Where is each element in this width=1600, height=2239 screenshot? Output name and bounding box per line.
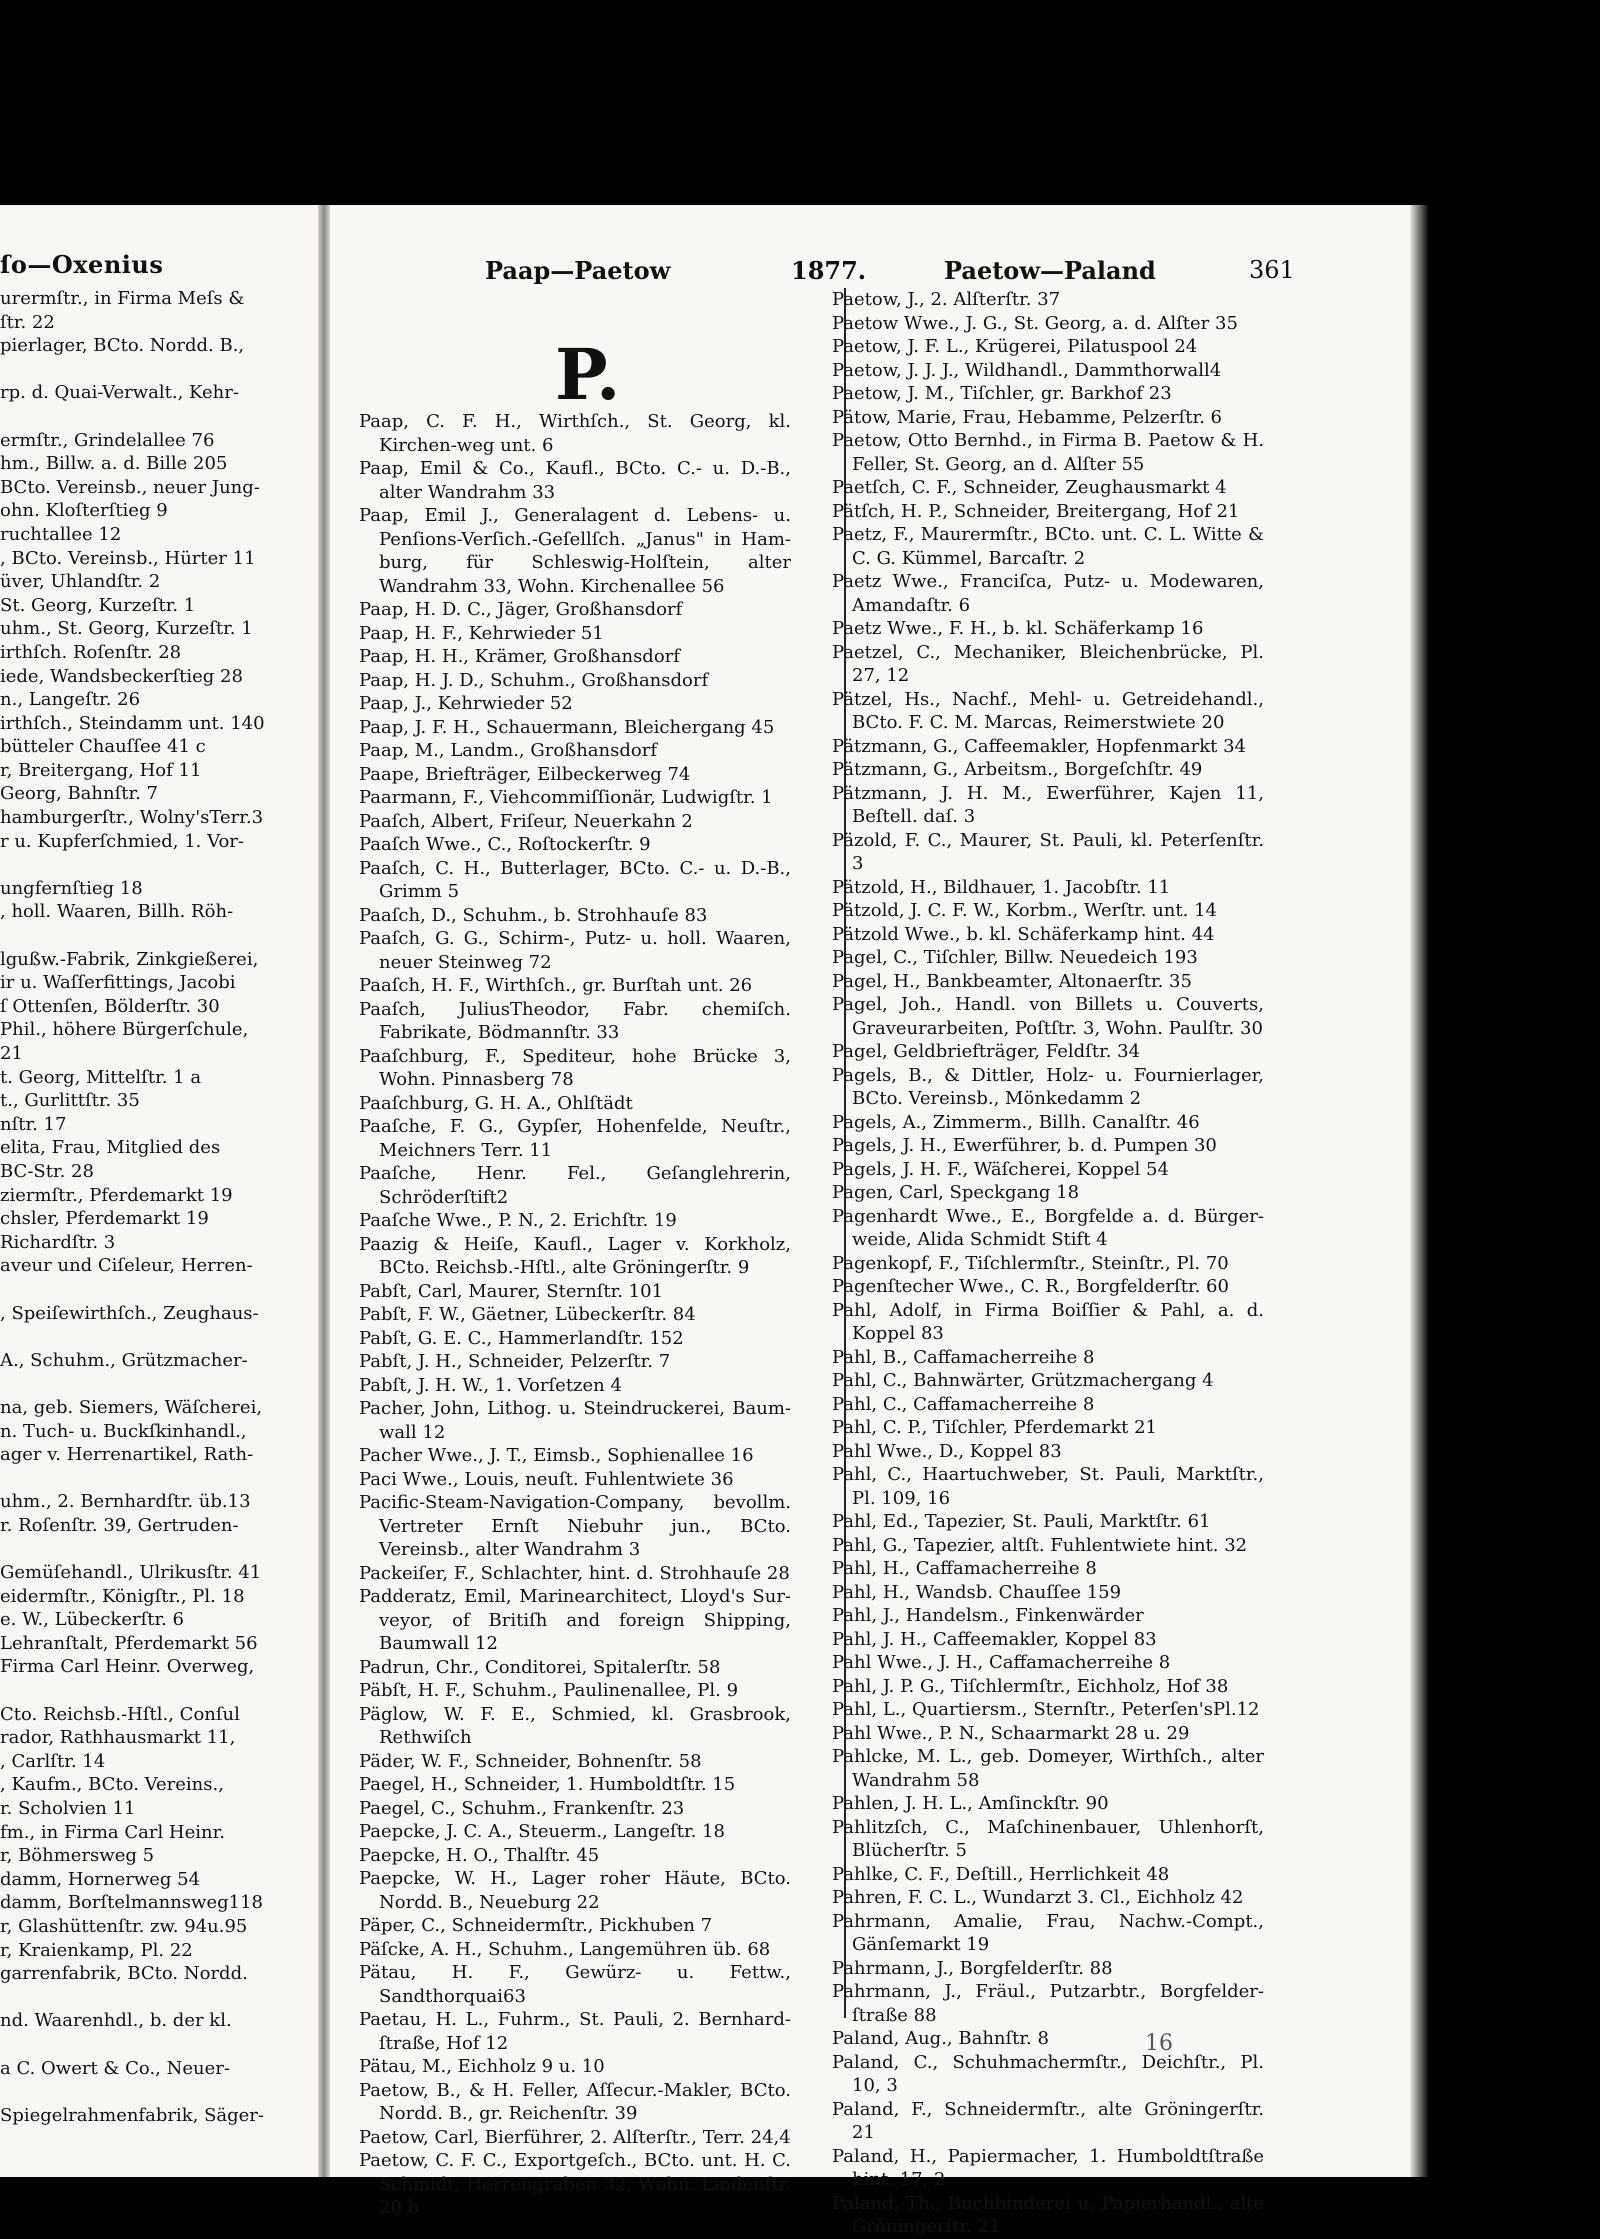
left-page-line: ir u. Waſſerfittings, Jacobi — [0, 972, 236, 994]
left-page-line: Lehranſtalt, Pferdemarkt 56 — [0, 1632, 258, 1654]
left-page-line: Phil., höhere Bürgerſchule, — [0, 1019, 249, 1041]
directory-entry: Paetow, J. F. L., Krügerei, Pilatuspool 24 — [832, 336, 1198, 357]
left-page-line: Gemüſehandl., Ulrikusſtr. 41 — [0, 1562, 262, 1584]
left-page-line: r, Glashüttenſtr. zw. 94u.95 — [0, 1915, 248, 1937]
directory-entry: Paap, J. F. H., Schauermann, Bleichergang 45 — [359, 716, 775, 738]
directory-entry: Pahl, C., Bahnwärter, Grützmachergang 4 — [832, 1370, 1214, 1391]
directory-entry: Paaſch Wwe., C., Roſtockerſtr. 9 — [359, 834, 651, 855]
left-page-line: uhm., St. Georg, Kurzeſtr. 1 — [0, 618, 253, 640]
directory-entry: Paland, C., Schuhmachermſtr., Deichſtr., Pl. 10, 3 — [832, 2051, 1264, 2096]
directory-entry: Pagenſtecher Wwe., C. R., Borgfelderſtr. 60 — [832, 1276, 1229, 1297]
directory-entry: Pagel, Joh., Handl. von Billets u. Couverts, Graveurarbeiten, Poſtſtr. 3, Wohn. Paulſtr. 30 — [832, 994, 1264, 1039]
directory-entry: Paarmann, F., Viehcommiſſionär, Ludwigſtr. 1 — [359, 787, 773, 808]
left-page-line: n. Tuch- u. Buckſkinhandl., — [0, 1420, 247, 1442]
right-column — [832, 288, 1264, 2239]
directory-entry: Pabſt, Carl, Maurer, Sternſtr. 101 — [359, 1280, 664, 1302]
left-page-line: fm., in Firma Carl Heinr. — [0, 1821, 225, 1843]
directory-entry: Pabſt, F. W., Gäetner, Lübeckerſtr. 84 — [359, 1304, 696, 1325]
directory-entry: Paaſch, C. H., Butterlager, BCto. C.- u. D.-B., Grimm 5 — [359, 857, 791, 902]
directory-entry: Paetow, B., & H. Feller, Aſſecur.-Makler, BCto. Nordd. B., gr. Reichenſtr. 39 — [359, 2079, 791, 2124]
left-page-line: ager v. Herrenartikel, Rath- — [0, 1444, 254, 1466]
left-page-line: ſ Ottenſen, Bölderſtr. 30 — [0, 995, 220, 1017]
directory-entry: Paetz, F., Maurermſtr., BCto. unt. C. L. Witte & C. G. Kümmel, Barcaſtr. 2 — [832, 524, 1264, 569]
directory-entry: Pahl, H., Caffamacherreihe 8 — [832, 1558, 1097, 1579]
left-page-line: , holl. Waaren, Billh. Röh- — [0, 901, 234, 923]
left-page-line: Richardſtr. 3 — [0, 1231, 116, 1253]
directory-entry: Pagel, H., Bankbeamter, Altonaerſtr. 35 — [832, 970, 1192, 992]
left-page-line: A., Schuhm., Grützmacher- — [0, 1349, 248, 1371]
left-page-line: r. Scholvien 11 — [0, 1798, 136, 1819]
directory-entry: Paaſche, F. G., Gypſer, Hohenfelde, Neuſtr., Meichners Terr. 11 — [359, 1116, 791, 1161]
left-page-line: nſtr. 17 — [0, 1113, 67, 1135]
left-page-line: elita, Frau, Mitglied des — [0, 1137, 221, 1159]
left-page-line: n., Langeſtr. 26 — [0, 689, 141, 711]
left-page-line: nd. Waarenhdl., b. der kl. — [0, 2010, 232, 2032]
left-page-line — [0, 1467, 330, 1491]
left-page-line — [0, 853, 330, 877]
page-number: 361 — [1249, 256, 1295, 284]
left-page-lines — [0, 287, 330, 2127]
left-page-line: garrenfabrik, BCto. Nordd. — [0, 1963, 248, 1985]
directory-entry: Pahl Wwe., D., Koppel 83 — [832, 1440, 1062, 1462]
left-page-line: üver, Uhlandſtr. 2 — [0, 571, 161, 593]
directory-entry: Paetow Wwe., J. G., St. Georg, a. d. Alſter 35 — [832, 312, 1238, 334]
directory-entry: Paaſch, JuliusTheodor, Fabr. chemiſch. Fabrikate, Bödmannſtr. 33 — [359, 998, 791, 1043]
directory-entry: Pahren, F. C. L., Wundarzt 3. Cl., Eichholz 42 — [832, 1887, 1244, 1908]
directory-entry: Pahl, C. P., Tiſchler, Pferdemarkt 21 — [832, 1417, 1157, 1438]
directory-entry: Päbſt, H. F., Schuhm., Paulinenallee, Pl. 9 — [359, 1680, 739, 1701]
left-page-header: ſo—Oxenius — [0, 250, 164, 279]
left-page-line: aveur und Ciſeleur, Herren- — [0, 1255, 253, 1277]
directory-entry: Pacher, John, Lithog. u. Steindruckerei, Baum-wall 12 — [359, 1398, 791, 1443]
directory-entry: Päper, C., Schneidermſtr., Pickhuben 7 — [359, 1915, 713, 1936]
directory-entry: Päder, W. F., Schneider, Bohnenſtr. 58 — [359, 1750, 702, 1772]
directory-entry: Paaſche, Henr. Fel., Geſanglehrerin, Schröderſtift2 — [359, 1163, 791, 1208]
left-page-line: ungfernſtieg 18 — [0, 877, 143, 899]
directory-entry: Paetow, Otto Bernhd., in Firma B. Paetow & H. Feller, St. Georg, an d. Alſter 55 — [832, 430, 1264, 475]
left-page-line: ziermſtr., Pferdemarkt 19 — [0, 1184, 233, 1206]
left-page-line: ſtr. 22 — [0, 311, 55, 333]
left-page-line: irthſch. Roſenſtr. 28 — [0, 641, 182, 663]
directory-entry: Paetow, J. M., Tiſchler, gr. Barkhof 23 — [832, 383, 1172, 404]
left-page-line: t., Gurlittſtr. 35 — [0, 1090, 140, 1112]
directory-entry: Pagenhardt Wwe., E., Borgfelde a. d. Bürger-weide, Alida Schmidt Stift 4 — [832, 1205, 1264, 1250]
left-page-line: r, Kraienkamp, Pl. 22 — [0, 1939, 193, 1961]
directory-entry: Paepcke, W. H., Lager roher Häute, BCto. Nordd. B., Neueburg 22 — [359, 1868, 791, 1913]
directory-entry: Pahl Wwe., P. N., Schaarmarkt 28 u. 29 — [832, 1722, 1190, 1744]
left-page — [0, 205, 318, 2177]
directory-entry: Paape, Briefträger, Eilbeckerweg 74 — [359, 763, 691, 785]
directory-entry: Paaſch, D., Schuhm., b. Strohhauſe 83 — [359, 904, 708, 926]
left-page-line: hm., Billw. a. d. Bille 205 — [0, 453, 228, 475]
directory-entry: Pagels, J. H. F., Wäſcherei, Koppel 54 — [832, 1158, 1169, 1180]
directory-entry: Pahl, C., Caffamacherreihe 8 — [832, 1393, 1095, 1415]
left-page-line: rp. d. Quai-Verwalt., Kehr- — [0, 382, 239, 404]
directory-entry: Pabſt, G. E. C., Hammerlandſtr. 152 — [359, 1327, 684, 1349]
directory-entry: Pahl, J., Handelsm., Finkenwärder — [832, 1605, 1144, 1626]
left-page-line: ruchtallee 12 — [0, 523, 122, 545]
left-page-line: Spiegelrahmenfabrik, Säger- — [0, 2104, 264, 2126]
directory-entry: Pahlen, J. H. L., Amſinckſtr. 90 — [832, 1793, 1109, 1814]
directory-entry: Paetzel, C., Mechaniker, Bleichenbrücke, Pl. 27, 12 — [832, 641, 1264, 686]
directory-entry: Pahl, J. P. G., Tiſchlermſtr., Eichholz, Hof 38 — [832, 1675, 1229, 1697]
directory-entry: Päglow, W. F. E., Schmied, kl. Grasbrook, Rethwiſch — [359, 1703, 791, 1748]
left-column — [359, 410, 791, 2220]
directory-entry: Pagel, C., Tiſchler, Billw. Neuedeich 193 — [832, 947, 1198, 968]
directory-entry: Paazig & Heiſe, Kaufl., Lager v. Korkholz, BCto. Reichsb.-Hſtl., alte Gröningerſtr. 9 — [359, 1233, 791, 1278]
directory-entry: Pätzmann, G., Caffeemakler, Hopfenmarkt 34 — [832, 735, 1246, 757]
directory-entry: Pagel, Geldbriefträger, Feldſtr. 34 — [832, 1041, 1141, 1062]
directory-entry: Packeiſer, F., Schlachter, hint. d. Strohhauſe 28 — [359, 1562, 790, 1584]
directory-entry: Paap, J., Kehrwieder 52 — [359, 693, 573, 714]
directory-entry: Paland, H., Papiermacher, 1. Humboldtſtraße hint. 17, 2 — [832, 2145, 1264, 2190]
running-head-left: Paap—Paetow — [485, 256, 671, 285]
left-page-line — [0, 924, 330, 948]
left-page-line: chsler, Pferdemarkt 19 — [0, 1208, 209, 1230]
left-page-line: , Speiſewirthſch., Zeughaus- — [0, 1302, 259, 1324]
directory-entry: Pahrmann, Amalie, Frau, Nachw.-Compt., Gänſemarkt 19 — [832, 1910, 1264, 1955]
right-page — [330, 205, 1410, 2237]
directory-entry: Paap, C. F. H., Wirthſch., St. Georg, kl. Kirchen-weg unt. 6 — [359, 411, 791, 456]
left-page-line: e. W., Lübeckerſtr. 6 — [0, 1609, 184, 1631]
directory-entry: Paap, H. D. C., Jäger, Großhansdorf — [359, 599, 683, 620]
directory-entry: Paap, M., Landm., Großhansdorf — [359, 740, 657, 761]
left-page-line: irthſch., Steindamm unt. 140 — [0, 712, 265, 734]
directory-entry: Paetow, J. J. J., Wildhandl., Dammthorwall4 — [832, 359, 1222, 381]
left-page-line: , BCto. Vereinsb., Hürter 11 — [0, 547, 256, 569]
directory-entry: Pahlcke, M. L., geb. Domeyer, Wirthſch., alter Wandrahm 58 — [832, 1746, 1264, 1791]
left-page-line: , Kaufm., BCto. Vereins., — [0, 1774, 224, 1796]
left-page-line: damm, Hornerweg 54 — [0, 1868, 201, 1890]
directory-entry: Pahl, C., Haartuchweber, St. Pauli, Marktſtr., Pl. 109, 16 — [832, 1464, 1264, 1509]
directory-entry: Paaſchburg, G. H. A., Ohlſtädt — [359, 1092, 633, 1114]
book-gutter — [318, 205, 330, 2177]
left-page-line — [0, 1986, 330, 2010]
directory-entry: Paland, F., Schneidermſtr., alte Gröningerſtr. 21 — [832, 2098, 1264, 2143]
left-page-line: St. Georg, Kurzeſtr. 1 — [0, 594, 196, 616]
directory-entry: Padderatz, Emil, Marinearchitect, Lloyd's Sur-veyor, of Britiſh and foreign Shipping, Baumwall 12 — [359, 1586, 791, 1654]
directory-entry: Pätow, Marie, Frau, Hebamme, Pelzerſtr. 6 — [832, 406, 1223, 428]
left-page-line: ohn. Kloſterſtieg 9 — [0, 500, 168, 522]
left-page-line: t. Georg, Mittelſtr. 1 a — [0, 1066, 202, 1088]
left-page-line: Georg, Bahnſtr. 7 — [0, 783, 159, 805]
directory-entry: Pätzmann, J. H. M., Ewerführer, Kajen 11, Beſtell. daſ. 3 — [832, 782, 1264, 827]
directory-entry: Pabſt, J. H. W., 1. Vorſetzen 4 — [359, 1374, 622, 1396]
left-page-line: r, Breitergang, Hof 11 — [0, 759, 202, 781]
left-page-line — [0, 2033, 330, 2057]
directory-entry: Pacific-Steam-Navigation-Company, bevollm. Vertreter Ernſt Niebuhr jun., BCto. Vereinsb., alter Wandrahm 3 — [359, 1492, 791, 1560]
directory-entry: Paap, H. F., Kehrwieder 51 — [359, 622, 604, 644]
directory-entry: Paetow, Carl, Bierführer, 2. Alſterſtr., Terr. 24,4 — [359, 2126, 791, 2148]
directory-entry: Paci Wwe., Louis, neuſt. Fuhlentwiete 36 — [359, 1468, 734, 1490]
left-page-line: na, geb. Siemers, Wäſcherei, — [0, 1396, 263, 1418]
directory-entry: Paaſche Wwe., P. N., 2. Erichſtr. 19 — [359, 1210, 677, 1231]
section-letter: P. — [555, 333, 621, 416]
directory-entry: Pätzold, H., Bildhauer, 1. Jacobſtr. 11 — [832, 876, 1171, 898]
directory-entry: Pahl Wwe., J. H., Caffamacherreihe 8 — [832, 1652, 1171, 1673]
directory-entry: Paetz Wwe., F. H., b. kl. Schäferkamp 16 — [832, 618, 1204, 639]
left-page-line: uhm., 2. Bernhardſtr. üb.13 — [0, 1491, 251, 1513]
left-page-line: 21 — [0, 1043, 23, 1064]
left-page-line: , Carlſtr. 14 — [0, 1750, 106, 1772]
left-page-line — [0, 1372, 330, 1396]
page-edge — [1410, 205, 1600, 2177]
directory-entry: Paap, H. J. D., Schuhm., Großhansdorf — [359, 669, 709, 691]
directory-entry: Pätau, M., Eichholz 9 u. 10 — [359, 2056, 605, 2077]
directory-entry: Paegel, H., Schneider, 1. Humboldtſtr. 15 — [359, 1774, 736, 1795]
left-page-line: hamburgerſtr., Wolny'sTerr.3 — [0, 807, 264, 829]
left-page-line — [0, 405, 330, 429]
directory-entry: Pahl, L., Quartiersm., Sternſtr., Peterſen'sPl.12 — [832, 1699, 1260, 1720]
directory-entry: Pätſch, H. P., Schneider, Breitergang, Hof 21 — [832, 500, 1240, 522]
left-page-line: r, Böhmersweg 5 — [0, 1845, 155, 1867]
directory-entry: Pahlke, C. F., Deſtill., Herrlichkeit 48 — [832, 1863, 1170, 1885]
directory-entry: Pagels, B., & Dittler, Holz- u. Fournierlager, BCto. Vereinsb., Mönkedamm 2 — [832, 1064, 1264, 1109]
directory-entry: Pagenkopf, F., Tiſchlermſtr., Steinſtr., Pl. 70 — [832, 1252, 1229, 1274]
directory-entry: Pahl, Ed., Tapezier, St. Pauli, Marktſtr. 61 — [832, 1511, 1211, 1532]
left-page-line: damm, Borſtelmannsweg118 — [0, 1892, 263, 1914]
left-page-line — [0, 1325, 330, 1349]
directory-entry: Paaſch, G. G., Schirm-, Putz- u. holl. Waaren, neuer Steinweg 72 — [359, 928, 791, 973]
directory-entry: Pätzold, J. C. F. W., Korbm., Werſtr. unt. 14 — [832, 900, 1217, 921]
directory-entry: Pätzold Wwe., b. kl. Schäferkamp hint. 44 — [832, 923, 1215, 945]
left-page-line: iede, Wandsbeckerſtieg 28 — [0, 665, 243, 687]
left-page-line: BCto. Vereinsb., neuer Jung- — [0, 476, 260, 498]
left-page-line: urermſtr., in Firma Meſs & — [0, 288, 245, 309]
directory-entry: Paap, Emil J., Generalagent d. Lebens- u. Penſions-Verſich.-Geſellſch. „Janus" in Ham-burg, für Schleswig-Holſtein, alter Wandrahm 33, Wohn. Kirchenallee 56 — [359, 505, 791, 597]
left-page-line — [0, 1537, 330, 1561]
left-page-line: a C. Owert & Co., Neuer- — [0, 2057, 230, 2079]
directory-entry: Pagels, J. H., Ewerführer, b. d. Pumpen 30 — [832, 1135, 1217, 1156]
directory-entry: Pagen, Carl, Speckgang 18 — [832, 1182, 1080, 1203]
left-page-line: lgußw.-Fabrik, Zinkgießerei, — [0, 948, 259, 970]
directory-entry: Paland, Aug., Bahnſtr. 8 — [832, 2028, 1049, 2049]
left-page-line: r. Roſenſtr. 39, Gertruden- — [0, 1514, 239, 1536]
directory-entry: Paap, H. H., Krämer, Großhansdorf — [359, 646, 680, 667]
left-page-line: r u. Kupferſchmied, 1. Vor- — [0, 830, 244, 852]
directory-entry: Paetow, J., 2. Alſterſtr. 37 — [832, 289, 1061, 310]
directory-entry: Pätau, H. F., Gewürz- u. Fettw., Sandthorquai63 — [359, 1962, 791, 2007]
left-page-line — [0, 2080, 330, 2104]
directory-entry: Pagels, A., Zimmerm., Billh. Canalſtr. 46 — [832, 1111, 1200, 1133]
directory-entry: Pahlitzſch, C., Maſchinenbauer, Uhlenhorſt, Blücherſtr. 5 — [832, 1816, 1264, 1861]
directory-entry: Pahrmann, J., Fräul., Putzarbtr., Borgfelder-ſtraße 88 — [832, 1981, 1264, 2026]
left-page-line — [0, 1679, 330, 1703]
signature-mark: 16 — [1145, 2031, 1173, 2056]
directory-entry: Pahl, B., Caffamacherreihe 8 — [832, 1346, 1095, 1368]
directory-entry: Päzold, F. C., Maurer, St. Pauli, kl. Peterſenſtr. 3 — [832, 829, 1264, 874]
left-page-line: ermſtr., Grindelallee 76 — [0, 429, 215, 451]
directory-entry: Pätzel, Hs., Nachf., Mehl- u. Getreidehandl., BCto. F. C. M. Marcas, Reimerstwiete 20 — [832, 688, 1264, 733]
left-page-line: Cto. Reichsb.-Hſtl., Conſul — [0, 1703, 240, 1725]
directory-entry: Paaſchburg, F., Spediteur, hohe Brücke 3, Wohn. Pinnasberg 78 — [359, 1045, 791, 1090]
running-head-right: Paetow—Paland — [944, 256, 1156, 285]
directory-entry: Pahl, H., Wandsb. Chauſſee 159 — [832, 1581, 1122, 1603]
directory-entry: Paaſch, Albert, Friſeur, Neuerkahn 2 — [359, 810, 693, 832]
directory-entry: Pahl, Adolf, in Firma Boiſſier & Pahl, a. d. Koppel 83 — [832, 1299, 1264, 1344]
directory-entry: Paaſch, H. F., Wirthſch., gr. Burſtah unt. 26 — [359, 975, 753, 996]
left-page-line: bütteler Chauſſee 41 c — [0, 736, 206, 758]
directory-entry: Paetau, H. L., Fuhrm., St. Pauli, 2. Bernhard-ſtraße, Hof 12 — [359, 2009, 791, 2054]
directory-entry: Paetz Wwe., Franciſca, Putz- u. Modewaren, Amandaſtr. 6 — [832, 571, 1264, 616]
directory-entry: Paetſch, C. F., Schneider, Zeughausmarkt 4 — [832, 477, 1227, 498]
directory-entry: Päſcke, A. H., Schuhm., Langemühren üb. 68 — [359, 1938, 771, 1960]
directory-entry: Padrun, Chr., Conditorei, Spitalerſtr. 58 — [359, 1656, 721, 1678]
directory-entry: Pätzmann, G., Arbeitsm., Borgeſchſtr. 49 — [832, 759, 1203, 780]
directory-entry: Paland, Th., Buchbinderei u. Papierhandl., alte Gröningerſtr. 21 — [832, 2192, 1264, 2237]
directory-entry: Pahl, G., Tapezier, altſt. Fuhlentwiete hint. 32 — [832, 1534, 1248, 1556]
directory-entry: Pahrmann, J., Borgfelderſtr. 88 — [832, 1957, 1113, 1979]
running-head-year: 1877. — [791, 256, 867, 285]
left-page-line: Firma Carl Heinr. Overweg, — [0, 1656, 255, 1678]
left-page-line: BC-Str. 28 — [0, 1160, 94, 1182]
left-page-line — [0, 1278, 330, 1302]
directory-entry: Paap, Emil & Co., Kaufl., BCto. C.- u. D.-B., alter Wandrahm 33 — [359, 458, 791, 503]
directory-entry: Paepcke, J. C. A., Steuerm., Langeſtr. 18 — [359, 1821, 725, 1842]
left-page-line: rador, Rathhausmarkt 11, — [0, 1727, 236, 1749]
directory-entry: Paepcke, H. O., Thalſtr. 45 — [359, 1844, 600, 1866]
left-page-line: pierlager, BCto. Nordd. B., — [0, 335, 245, 357]
directory-entry: Paetow, C. F. C., Exportgeſch., BCto. unt. H. C. Schmidt, Herrengraben 32, Wohn. Lindenſtr. 20 b — [359, 2150, 791, 2218]
left-page-line: eidermſtr., Königſtr., Pl. 18 — [0, 1585, 245, 1607]
left-page-line — [0, 358, 330, 382]
directory-entry: Pacher Wwe., J. T., Eimsb., Sophienallee 16 — [359, 1445, 754, 1466]
directory-entry: Pahl, J. H., Caffeemakler, Koppel 83 — [832, 1628, 1157, 1650]
directory-entry: Paegel, C., Schuhm., Frankenſtr. 23 — [359, 1797, 685, 1819]
directory-entry: Pabſt, J. H., Schneider, Pelzerſtr. 7 — [359, 1351, 671, 1372]
